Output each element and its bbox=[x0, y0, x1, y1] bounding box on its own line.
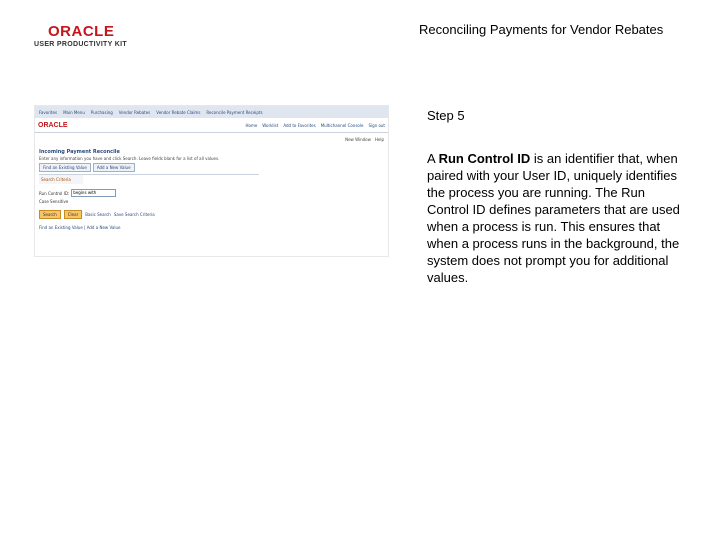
case-sensitive-label: Case Sensitive bbox=[39, 199, 69, 204]
basic-search-link[interactable]: Basic Search bbox=[85, 212, 111, 217]
document-title: Reconciling Payments for Vendor Rebates bbox=[419, 22, 664, 37]
breadcrumb-main-menu[interactable]: Main Menu bbox=[63, 109, 85, 115]
step-label: Step 5 bbox=[427, 108, 465, 123]
application-screenshot bbox=[34, 105, 389, 257]
breadcrumb-vendor-rebate-claims[interactable]: Vendor Rebate Claims bbox=[156, 109, 201, 115]
tab-add-new[interactable]: Add a New Value bbox=[93, 163, 135, 172]
breadcrumb-purchasing[interactable]: Purchasing bbox=[90, 109, 113, 115]
breadcrumb-favorites[interactable]: Favorites bbox=[39, 109, 58, 115]
tab-find-existing[interactable]: Find an Existing Value bbox=[39, 163, 91, 172]
top-links bbox=[245, 123, 385, 128]
help-link[interactable]: Help bbox=[374, 136, 384, 142]
save-search-link[interactable]: Save Search Criteria bbox=[113, 212, 155, 217]
utility-links bbox=[35, 133, 388, 145]
search-criteria-panel bbox=[39, 174, 259, 184]
oracle-upk-logo bbox=[34, 24, 130, 50]
step-description bbox=[427, 150, 687, 286]
breadcrumb bbox=[35, 106, 388, 118]
footer-links[interactable]: Find an Existing Value | Add a New Value bbox=[39, 225, 121, 230]
step-term: Run Control ID bbox=[438, 151, 531, 166]
run-control-field bbox=[35, 186, 388, 197]
multichannel-link[interactable]: Multichannel Console bbox=[320, 122, 364, 128]
step-text-before: A bbox=[427, 151, 439, 166]
search-criteria-header[interactable]: Search Criteria bbox=[39, 175, 83, 184]
breadcrumb-reconcile-payment[interactable]: Reconcile Payment Receipts bbox=[206, 109, 263, 115]
app-header bbox=[35, 118, 388, 133]
case-sensitive-checkbox[interactable] bbox=[35, 197, 388, 204]
page-title: Incoming Payment Reconcile bbox=[39, 149, 120, 155]
search-actions bbox=[35, 204, 388, 219]
step-text-after: is an identifier that, when paired with your User ID, uniquely identifies the process you are running. The Run Control ID defines parameters that are used when a process is run. This ensures that when a process runs in the background, the system does not prompt you for additional values. bbox=[427, 151, 680, 285]
logo-brand: ORACLE bbox=[48, 23, 115, 40]
run-control-operator-select[interactable]: begins with bbox=[71, 189, 116, 197]
worklist-link[interactable]: Worklist bbox=[262, 122, 279, 128]
page-description: Enter any information you have and click Search. Leave fields blank for a list of all values. bbox=[39, 156, 220, 161]
sign-out-link[interactable]: Sign out bbox=[368, 122, 385, 128]
run-control-label: Run Control ID: bbox=[39, 190, 70, 196]
logo-subtitle: USER PRODUCTIVITY KIT bbox=[34, 41, 127, 48]
page-tabs bbox=[35, 163, 388, 172]
search-button[interactable]: Search bbox=[39, 210, 61, 219]
breadcrumb-vendor-rebates[interactable]: Vendor Rebates bbox=[118, 109, 151, 115]
clear-button[interactable]: Clear bbox=[64, 210, 82, 219]
home-link[interactable]: Home bbox=[245, 122, 258, 128]
new-window-link[interactable]: New Window bbox=[345, 136, 371, 142]
add-favorites-link[interactable]: Add to Favorites bbox=[283, 122, 316, 128]
app-logo: ORACLE bbox=[38, 121, 68, 129]
